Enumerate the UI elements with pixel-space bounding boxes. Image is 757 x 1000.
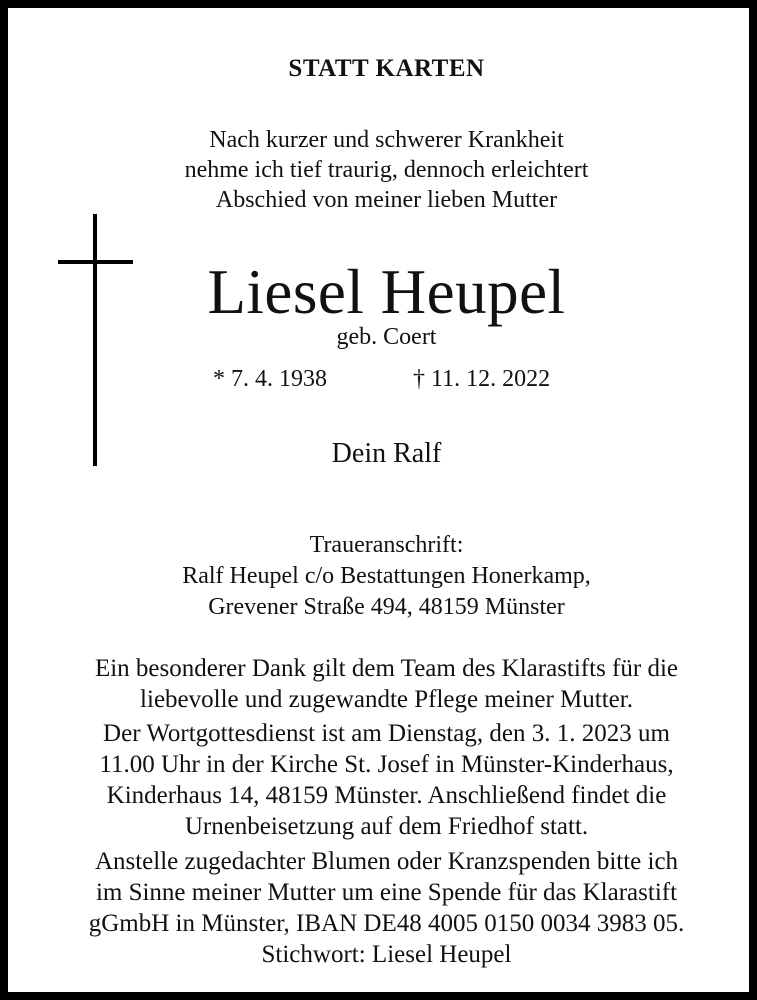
thanks-line: Ein besonderer Dank gilt dem Team des Klarastifts für die: [94, 655, 679, 682]
service-line: Kinderhaus 14, 48159 Münster. Anschließend findet die: [106, 782, 667, 809]
address-line: Grevener Straße 494, 48159 Münster: [208, 594, 565, 620]
death-date: † 11. 12. 2022: [413, 366, 551, 392]
address-line: Ralf Heupel c/o Bestattungen Honerkamp,: [182, 563, 591, 589]
service-line: 11.00 Uhr in der Kirche St. Josef in Münster-Kinderhaus,: [99, 751, 674, 778]
birth-name: geb. Coert: [336, 324, 437, 350]
intro-line: nehme ich tief traurig, dennoch erleichtert: [184, 157, 589, 183]
address-heading: Traueranschrift:: [309, 532, 464, 558]
donation-line: Anstelle zugedachter Blumen oder Kranzspenden bitte ich: [94, 848, 679, 875]
intro-line: Abschied von meiner lieben Mutter: [215, 187, 558, 213]
service-line: Urnenbeisetzung auf dem Friedhof statt.: [184, 813, 589, 840]
donation-line: Stichwort: Liesel Heupel: [261, 941, 512, 968]
intro-line: Nach kurzer und schwerer Krankheit: [209, 127, 564, 153]
service-line: Der Wortgottesdienst ist am Dienstag, den 3. 1. 2023 um: [103, 720, 670, 747]
birth-date: * 7. 4. 1938: [213, 366, 327, 392]
donation-line: im Sinne meiner Mutter um eine Spende für das Klarastift: [95, 879, 678, 906]
deceased-name: Liesel Heupel: [207, 257, 566, 327]
signature: Dein Ralf: [331, 438, 442, 469]
header-title: STATT KARTEN: [288, 55, 485, 82]
thanks-line: liebevolle und zugewandte Pflege meiner Mutter.: [140, 686, 633, 713]
donation-line: gGmbH in Münster, IBAN DE48 4005 0150 0034 3983 05.: [88, 910, 685, 937]
